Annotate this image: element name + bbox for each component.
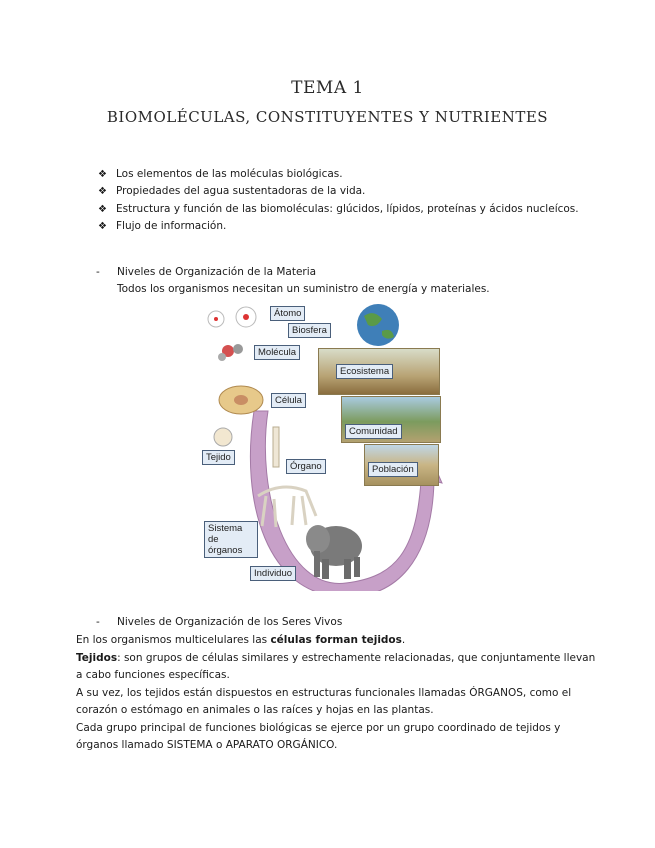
list-item: ❖ Los elementos de las moléculas biológicas. (98, 166, 579, 183)
tissue-icon (214, 428, 232, 446)
label-organo: Órgano (286, 459, 326, 474)
diamond-bullet-icon: ❖ (98, 169, 107, 180)
section1-heading: Niveles de Organización de la Materia (117, 266, 317, 278)
label-celula: Célula (271, 393, 306, 408)
section2-heading: Niveles de Organización de los Seres Vivos (117, 616, 343, 628)
diamond-bullet-icon: ❖ (98, 186, 107, 198)
diamond-bullet-icon: ❖ (98, 203, 107, 215)
atom-icon (208, 307, 256, 327)
label-biosfera: Biosfera (288, 323, 331, 338)
paragraph: En los organismos multicelulares las células forman tejidos. (76, 634, 406, 646)
list-item: ❖ Propiedades del agua sustentadoras de la vida. (98, 183, 579, 200)
list-item: ❖ Estructura y función de las biomoléculas: glúcidos, lípidos, proteínas y ácidos nucleícos. (98, 201, 579, 218)
label-tejido: Tejido (202, 450, 235, 465)
label-comunidad: Comunidad (345, 424, 402, 439)
organ-bone-icon (273, 427, 279, 467)
label-individuo: Individuo (250, 566, 296, 581)
paragraph: Cada grupo principal de funciones biológicas se ejerce por un grupo coordinado de tejidos y órganos llamado SISTEMA o APARATO ORGÁNICO. (76, 721, 561, 751)
label-sistema: Sistema de órganos (204, 521, 258, 558)
section2-body (76, 632, 596, 755)
label-atomo: Átomo (270, 306, 305, 321)
label-ecosistema: Ecosistema (336, 364, 393, 379)
section2-dash: - (96, 616, 100, 628)
label-poblacion: Población (368, 462, 418, 477)
label-molecula: Molécula (254, 345, 300, 360)
organization-levels-diagram (196, 301, 446, 591)
topic-list (98, 166, 579, 235)
section1-dash: - (96, 266, 100, 278)
page-subtitle: BIOMOLÉCULAS, CONSTITUYENTES Y NUTRIENTES (106, 108, 549, 126)
molecule-icon (218, 344, 243, 361)
paragraph: Tejidos: son grupos de células similares y estrechamente relacionadas, que conjuntamente llevan a cabo funciones específicas. (76, 651, 596, 681)
paragraph: A su vez, los tejidos están dispuestos en estructuras funcionales llamadas ÓRGANOS, como el corazón o estómago en animales o las raíces y hojas en las plantas. (76, 686, 572, 716)
list-item: ❖ Flujo de información. (98, 218, 579, 235)
diamond-bullet-icon: ❖ (98, 220, 107, 232)
elephant-icon (306, 525, 362, 579)
section1-intro: Todos los organismos necesitan un suministro de energía y materiales. (117, 283, 490, 295)
page-title: TEMA 1 (291, 78, 364, 98)
biosphere-globe-icon (357, 304, 399, 346)
